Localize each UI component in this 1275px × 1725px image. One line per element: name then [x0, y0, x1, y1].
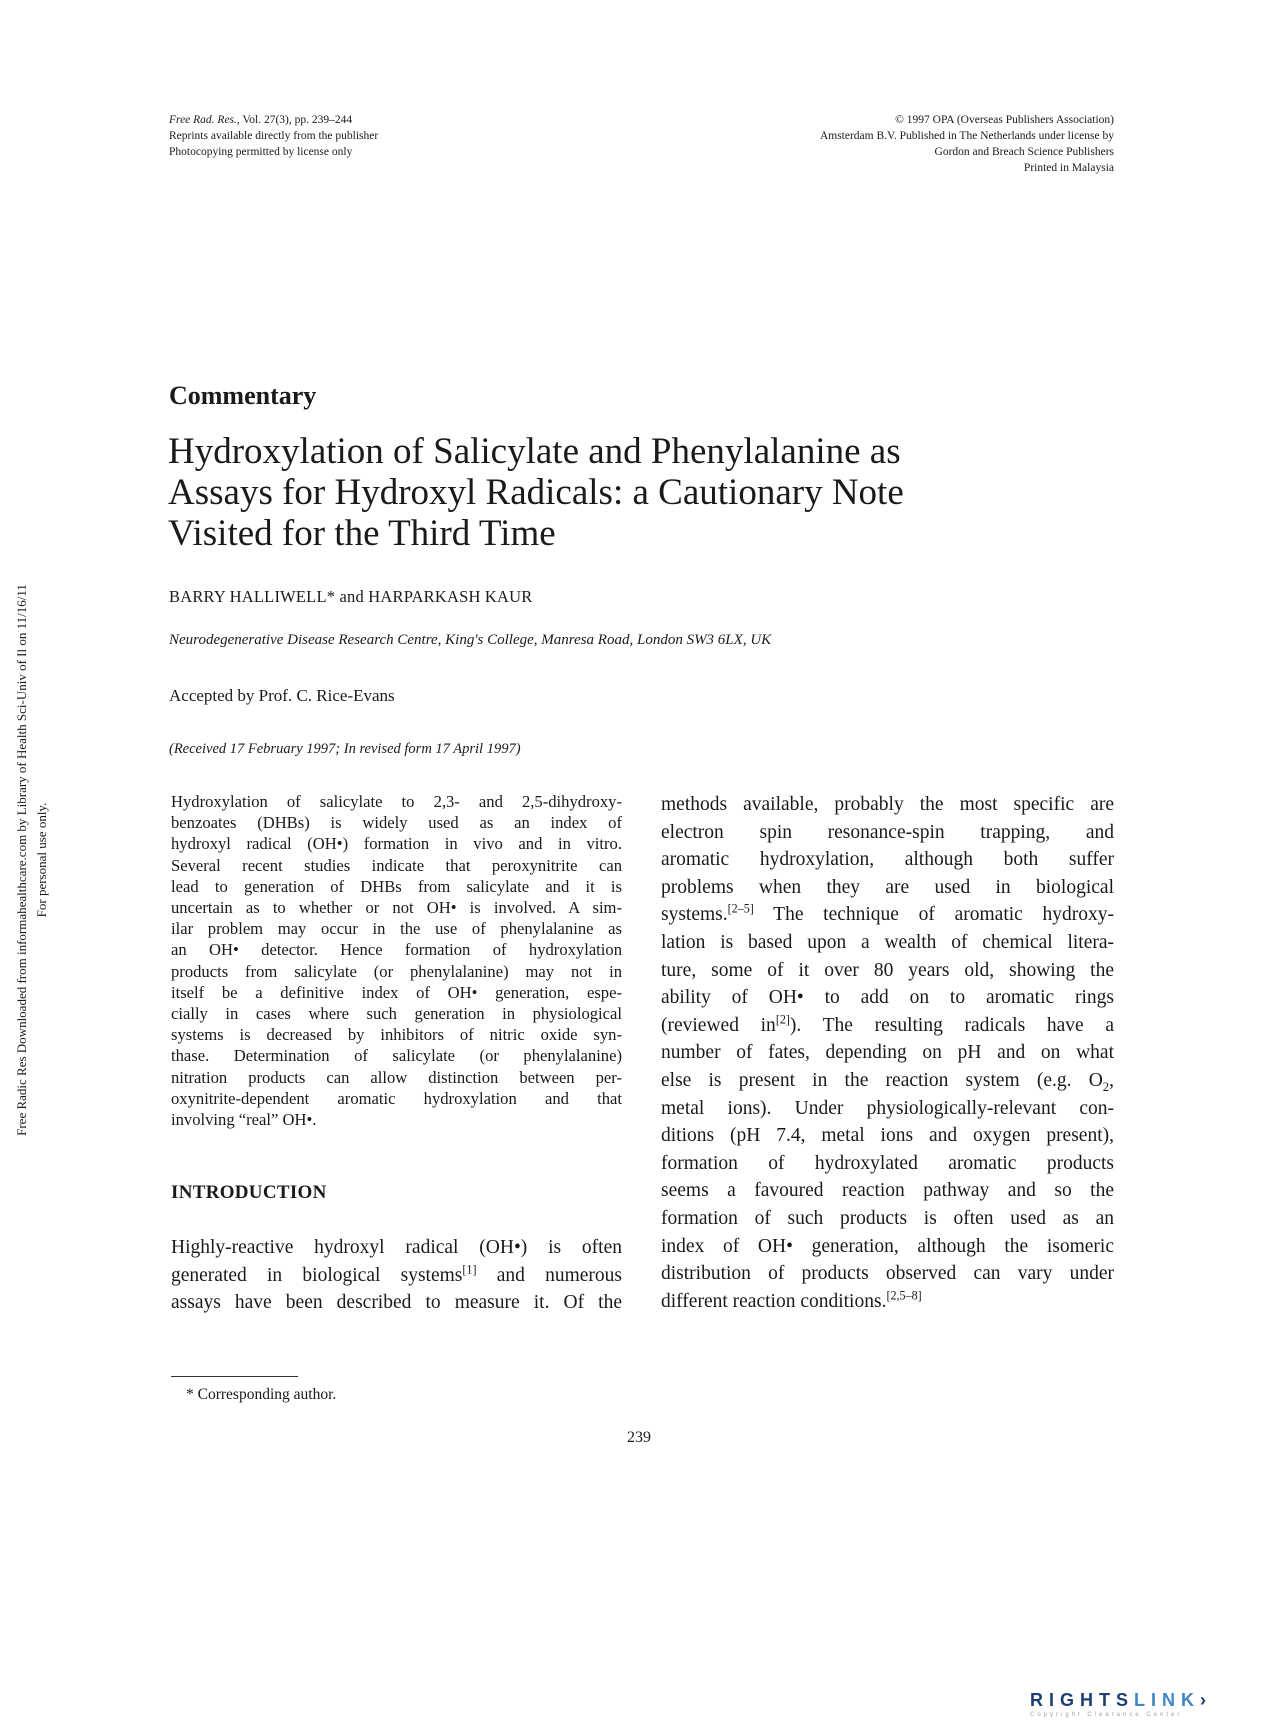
journal-volume: , Vol. 27(3), pp. 239–244 [236, 114, 353, 126]
citation-ref: [1] [462, 1262, 477, 1276]
chevron-right-icon: › [1200, 1690, 1213, 1710]
body-line: ability of OH• to add on to aromatic rings [661, 987, 1114, 1009]
footnote: * Corresponding author. [186, 1386, 337, 1403]
citation-ref: [2–5] [727, 901, 754, 916]
body-text: different reaction conditions. [661, 1290, 887, 1312]
abstract-line: benzoates (DHBs) is widely used as an index of [171, 813, 622, 833]
article-title [168, 431, 1048, 554]
intro-line: assays have been described to measure it. Of the [171, 1292, 622, 1313]
body-text: ). The resulting radicals have a [789, 1014, 1115, 1036]
copyright-line: © 1997 OPA (Overseas Publishers Association) [895, 114, 1114, 126]
download-watermark [8, 500, 56, 1220]
page-number: 239 [627, 1429, 651, 1446]
journal-name: Free Rad. Res. [169, 114, 237, 126]
citation-ref: [2] [775, 1012, 790, 1027]
body-text: The technique of aromatic hydroxy- [753, 904, 1114, 926]
accepted-by: Accepted by Prof. C. Rice-Evans [169, 686, 395, 705]
body-line: electron spin resonance-spin trapping, and [661, 821, 1114, 843]
introduction-text [171, 1234, 622, 1317]
title-line: Assays for Hydroxyl Radicals: a Cautionary Note [168, 472, 904, 513]
download-watermark-line: Free Radic Res Downloaded from informahealthcare.com by Library of Health Sci-Univ of Il on 11/16/11 [14, 584, 29, 1136]
introduction-heading: INTRODUCTION [171, 1182, 327, 1203]
intro-line [171, 1262, 622, 1290]
body-line [661, 901, 1114, 929]
affiliation: Neurodegenerative Disease Research Centre, King's College, Manresa Road, London SW3 6LX, UK [169, 632, 772, 648]
title-line: Hydroxylation of Salicylate and Phenylalanine as [168, 431, 901, 472]
body-line: formation of hydroxylated aromatic products [661, 1152, 1114, 1174]
right-column-text [661, 791, 1114, 1315]
abstract-line: involving “real” OH•. [171, 1110, 317, 1130]
authors: BARRY HALLIWELL* and HARPARKASH KAUR [169, 587, 533, 606]
body-text: else is present in the reaction system (e.g. O [661, 1069, 1103, 1091]
abstract-line: an OH• detector. Hence formation of hydroxylation [171, 940, 622, 960]
body-line: ditions (pH 7.4, metal ions and oxygen present), [661, 1125, 1114, 1147]
body-line: index of OH• generation, although the isomeric [661, 1235, 1114, 1257]
abstract-line: oxynitrite-dependent aromatic hydroxylation and that [171, 1088, 622, 1108]
body-line: methods available, probably the most specific are [661, 794, 1114, 815]
abstract [171, 791, 622, 1130]
abstract-line: itself be a definitive index of OH• generation, espe- [171, 982, 622, 1002]
abstract-line: products from salicylate (or phenylalanine) may not in [171, 961, 622, 981]
abstract-line: uncertain as to whether or not OH• is involved. A sim- [171, 898, 622, 918]
intro-line: Highly-reactive hydroxyl radical (OH•) is often [171, 1237, 622, 1258]
body-line [661, 1067, 1114, 1095]
body-text: (reviewed in [661, 1014, 776, 1036]
download-watermark-line: For personal use only. [34, 802, 49, 918]
footnote-rule [171, 1376, 298, 1377]
rightslink-logo-part2: LINK [1134, 1690, 1201, 1710]
body-line: aromatic hydroxylation, although both suffer [661, 849, 1114, 871]
rightslink-tagline: Copyright Clearance Center [1030, 1712, 1183, 1718]
body-line: lation is based upon a wealth of chemical litera- [661, 931, 1114, 953]
rightslink-logo-part1: RIGHTS [1030, 1690, 1135, 1710]
body-line: problems when they are used in biological [661, 876, 1114, 898]
subscript: 2 [1102, 1079, 1110, 1094]
body-line: number of fates, depending on pH and on what [661, 1042, 1114, 1064]
body-text: , [1109, 1069, 1114, 1091]
printed-in: Printed in Malaysia [1023, 162, 1114, 174]
abstract-line: nitration products can allow distinction between per- [171, 1067, 622, 1087]
body-line [661, 1288, 1114, 1316]
body-line: distribution of products observed can vary under [661, 1263, 1114, 1285]
body-line: metal ions). Under physiologically-relevant con- [661, 1097, 1114, 1119]
section-label: Commentary [169, 381, 317, 410]
body-text: systems. [661, 904, 728, 926]
received-dates: (Received 17 February 1997; In revised form 17 April 1997) [169, 741, 521, 757]
title-line: Visited for the Third Time [168, 513, 556, 554]
abstract-line: cially in cases where such generation in physiological [171, 1004, 622, 1024]
abstract-line: Hydroxylation of salicylate to 2,3- and 2,5-dihydroxy- [171, 792, 622, 811]
intro-text: and numerous [476, 1264, 623, 1286]
intro-text: generated in biological systems [171, 1264, 463, 1286]
body-line [661, 1012, 1114, 1040]
reprints-note: Reprints available directly from the publisher [169, 130, 379, 142]
abstract-line: hydroxyl radical (OH•) formation in vivo and in vitro. [171, 834, 622, 854]
publisher-name: Gordon and Breach Science Publishers [934, 146, 1114, 158]
abstract-line: ilar problem may occur in the use of phenylalanine as [171, 919, 622, 939]
publisher-line: Amsterdam B.V. Published in The Netherlands under license by [819, 130, 1114, 142]
body-line: ture, some of it over 80 years old, showing the [661, 959, 1114, 981]
abstract-line: thase. Determination of salicylate (or phenylalanine) [171, 1046, 622, 1066]
abstract-line: lead to generation of DHBs from salicylate and it is [171, 876, 622, 896]
citation-ref: [2,5–8] [886, 1288, 922, 1303]
rightslink-logo[interactable] [1030, 1690, 1265, 1722]
photocopy-note: Photocopying permitted by license only [169, 146, 353, 158]
abstract-line: systems is decreased by inhibitors of nitric oxide syn- [171, 1025, 622, 1045]
body-line: seems a favoured reaction pathway and so the [661, 1180, 1114, 1202]
running-header-left [169, 112, 378, 160]
abstract-line: Several recent studies indicate that peroxynitrite can [171, 855, 622, 875]
body-line: formation of such products is often used as an [661, 1207, 1114, 1229]
running-header-right [820, 112, 1114, 176]
